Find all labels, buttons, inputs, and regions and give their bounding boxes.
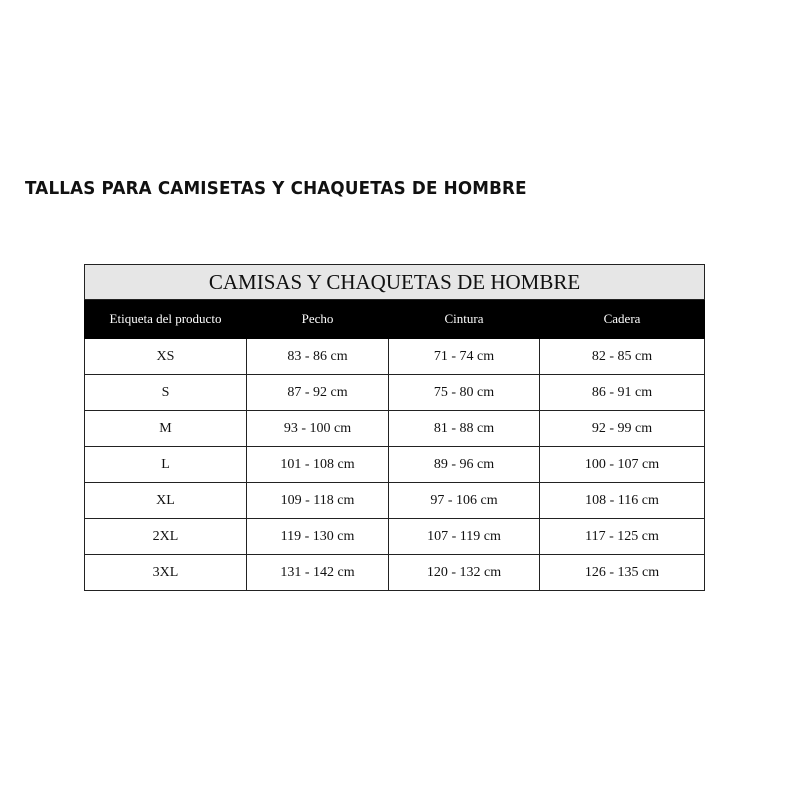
size-chart-table	[84, 264, 705, 591]
chest-cell: 119 - 130 cm	[247, 519, 389, 555]
hip-cell: 82 - 85 cm	[540, 339, 705, 375]
table-row	[85, 555, 705, 591]
chest-cell: 83 - 86 cm	[247, 339, 389, 375]
waist-cell: 71 - 74 cm	[389, 339, 540, 375]
size-label-cell: XS	[85, 339, 247, 375]
table-row	[85, 339, 705, 375]
waist-cell: 97 - 106 cm	[389, 483, 540, 519]
chest-cell: 131 - 142 cm	[247, 555, 389, 591]
table-header-row	[85, 300, 705, 339]
table-title: CAMISAS Y CHAQUETAS DE HOMBRE	[85, 265, 705, 300]
waist-cell: 107 - 119 cm	[389, 519, 540, 555]
hip-cell: 92 - 99 cm	[540, 411, 705, 447]
chest-cell: 109 - 118 cm	[247, 483, 389, 519]
column-header-label: Etiqueta del producto	[85, 300, 247, 339]
column-header-chest: Pecho	[247, 300, 389, 339]
size-label-cell: S	[85, 375, 247, 411]
table-row	[85, 447, 705, 483]
table-row	[85, 519, 705, 555]
page-heading: TALLAS PARA CAMISETAS Y CHAQUETAS DE HOMBRE	[25, 178, 527, 199]
waist-cell: 75 - 80 cm	[389, 375, 540, 411]
size-label-cell: M	[85, 411, 247, 447]
waist-cell: 120 - 132 cm	[389, 555, 540, 591]
size-label-cell: XL	[85, 483, 247, 519]
table-row	[85, 411, 705, 447]
size-label-cell: L	[85, 447, 247, 483]
waist-cell: 89 - 96 cm	[389, 447, 540, 483]
chest-cell: 87 - 92 cm	[247, 375, 389, 411]
chest-cell: 101 - 108 cm	[247, 447, 389, 483]
column-header-waist: Cintura	[389, 300, 540, 339]
hip-cell: 86 - 91 cm	[540, 375, 705, 411]
column-header-hip: Cadera	[540, 300, 705, 339]
hip-cell: 100 - 107 cm	[540, 447, 705, 483]
hip-cell: 108 - 116 cm	[540, 483, 705, 519]
table-row	[85, 375, 705, 411]
size-label-cell: 2XL	[85, 519, 247, 555]
table-row	[85, 483, 705, 519]
chest-cell: 93 - 100 cm	[247, 411, 389, 447]
table-title-row	[85, 265, 705, 300]
hip-cell: 126 - 135 cm	[540, 555, 705, 591]
size-label-cell: 3XL	[85, 555, 247, 591]
hip-cell: 117 - 125 cm	[540, 519, 705, 555]
waist-cell: 81 - 88 cm	[389, 411, 540, 447]
